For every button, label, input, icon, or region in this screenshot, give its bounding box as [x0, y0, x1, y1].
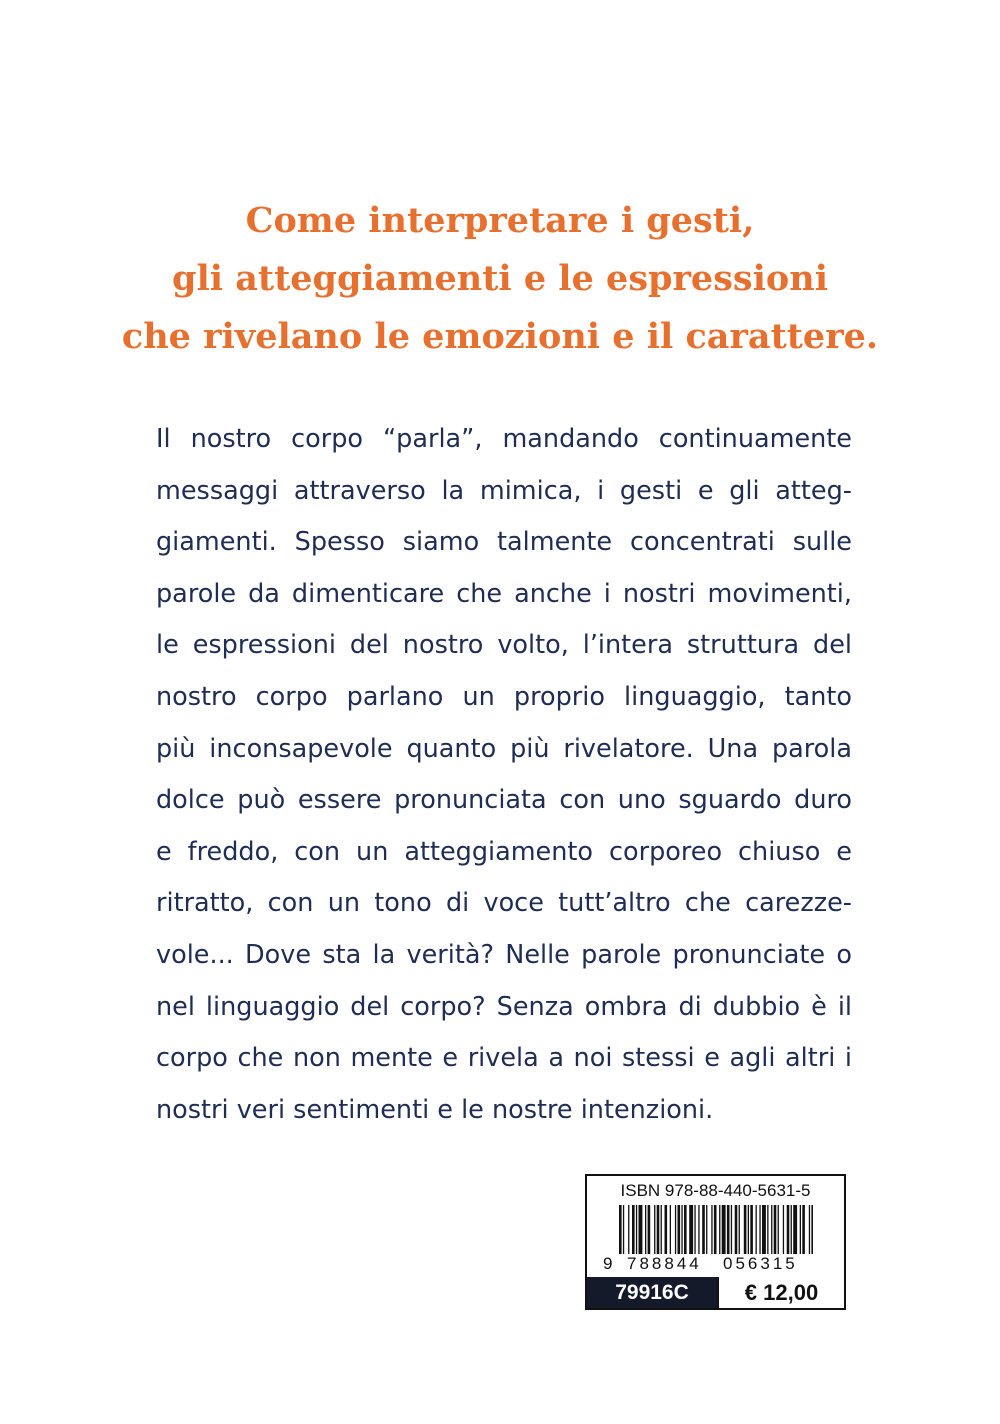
barcode-digits-right: 056315: [723, 1254, 798, 1273]
barcode-bar: [756, 1205, 757, 1254]
barcode-bar: [793, 1205, 797, 1254]
barcode-bar: [767, 1205, 768, 1254]
isbn-text: ISBN 978-88-440-5631-5: [620, 1181, 811, 1200]
barcode-bar: [694, 1205, 695, 1254]
barcode-bar: [698, 1205, 699, 1254]
barcode-bar: [791, 1205, 792, 1254]
blurb-line: parole da dimenticare che anche i nostri movimenti,: [156, 578, 852, 609]
barcode-bar: [654, 1205, 655, 1254]
barcode-bar: [681, 1205, 682, 1254]
blurb-line: Il nostro corpo “parla”, mandando continuamente: [156, 424, 852, 454]
barcode-digits-left: 788844: [627, 1254, 702, 1273]
barcode-bar: [744, 1205, 747, 1254]
blurb-line: nostro corpo parlano un proprio linguaggio, tanto: [156, 681, 852, 712]
blurb-line: nel linguaggio del corpo? Senza ombra di dubbio è il: [156, 991, 852, 1022]
barcode-bar: [731, 1205, 732, 1254]
barcode-bar: [648, 1205, 651, 1254]
barcode-label: [585, 1174, 846, 1310]
headline: [0, 192, 1000, 366]
barcode-bar: [636, 1205, 637, 1254]
product-code: 79916C: [587, 1277, 717, 1308]
barcode-bar: [678, 1205, 681, 1254]
barcode-bar: [619, 1205, 622, 1254]
barcode-bar: [645, 1205, 646, 1254]
barcode-bar: [661, 1205, 662, 1254]
barcode-bar: [722, 1205, 726, 1254]
barcode-bar: [657, 1205, 660, 1254]
barcode-bar: [675, 1205, 676, 1254]
barcode-bar: [623, 1205, 624, 1254]
barcode-bar: [771, 1205, 772, 1254]
barcode-icon: [619, 1205, 813, 1254]
barcode-bar: [684, 1205, 687, 1254]
barcode-bar: [665, 1205, 668, 1254]
barcode-bar: [706, 1205, 707, 1254]
barcode-bar: [689, 1205, 693, 1254]
blurb: [156, 414, 852, 1136]
barcode-bar: [800, 1205, 801, 1254]
barcode-bar: [748, 1205, 749, 1254]
headline-line: Come interpretare i gesti,: [245, 200, 755, 241]
blurb-line: vole... Dove sta la verità? Nelle parole pronunciate o: [156, 939, 852, 970]
price: € 12,00: [717, 1277, 844, 1308]
headline-line: che rivelano le emozioni e il carattere.: [121, 316, 879, 357]
barcode-bar: [639, 1205, 643, 1254]
blurb-line: le espressioni del nostro volto, l’intera struttura del: [156, 630, 852, 661]
barcode-bar: [774, 1205, 777, 1254]
barcode-bar: [719, 1205, 720, 1254]
barcode-bar: [739, 1205, 740, 1254]
blurb-line: corpo che non mente e rivela a noi stessi e agli altri i: [156, 1043, 852, 1074]
barcode-bar: [628, 1205, 629, 1254]
barcode-bar: [714, 1205, 717, 1254]
blurb-line: e freddo, con un atteggiamento corporeo chiuso e: [156, 836, 852, 867]
barcode-bar: [783, 1205, 784, 1254]
barcode-bar: [750, 1205, 753, 1254]
blurb-line: nostri veri sentimenti e le nostre intenzioni.: [156, 1094, 714, 1125]
barcode-bar: [759, 1205, 760, 1254]
barcode-bar: [762, 1205, 766, 1254]
barcode-bar: [778, 1205, 779, 1254]
barcode-bar: [802, 1205, 805, 1254]
blurb-line: giamenti. Spesso siamo talmente concentrati sulle: [156, 527, 852, 558]
blurb-line: ritratto, con un tono di voce tutt’altro che carezze-: [156, 888, 852, 919]
barcode-digit-lead: 9: [603, 1254, 613, 1273]
blurb-line: più inconsapevole quanto più rivelatore. Una parola: [156, 733, 852, 764]
barcode-bar: [735, 1205, 738, 1254]
headline-line: gli atteggiamenti e le espressioni: [172, 258, 828, 299]
barcode-bar: [711, 1205, 712, 1254]
barcode-bar: [670, 1205, 671, 1254]
barcode-bar: [702, 1205, 705, 1254]
barcode-bar: [727, 1205, 730, 1254]
blurb-line: dolce può essere pronunciata con uno sguardo duro: [156, 785, 852, 816]
price-row: [587, 1277, 844, 1308]
barcode-bar: [809, 1205, 810, 1254]
barcode-digits: [587, 1254, 844, 1276]
barcode-bar: [811, 1205, 813, 1254]
barcode-bar: [632, 1205, 635, 1254]
blurb-line: messaggi attraverso la mimica, i gesti e gli atteg-: [156, 475, 852, 506]
barcode-bar: [787, 1205, 790, 1254]
